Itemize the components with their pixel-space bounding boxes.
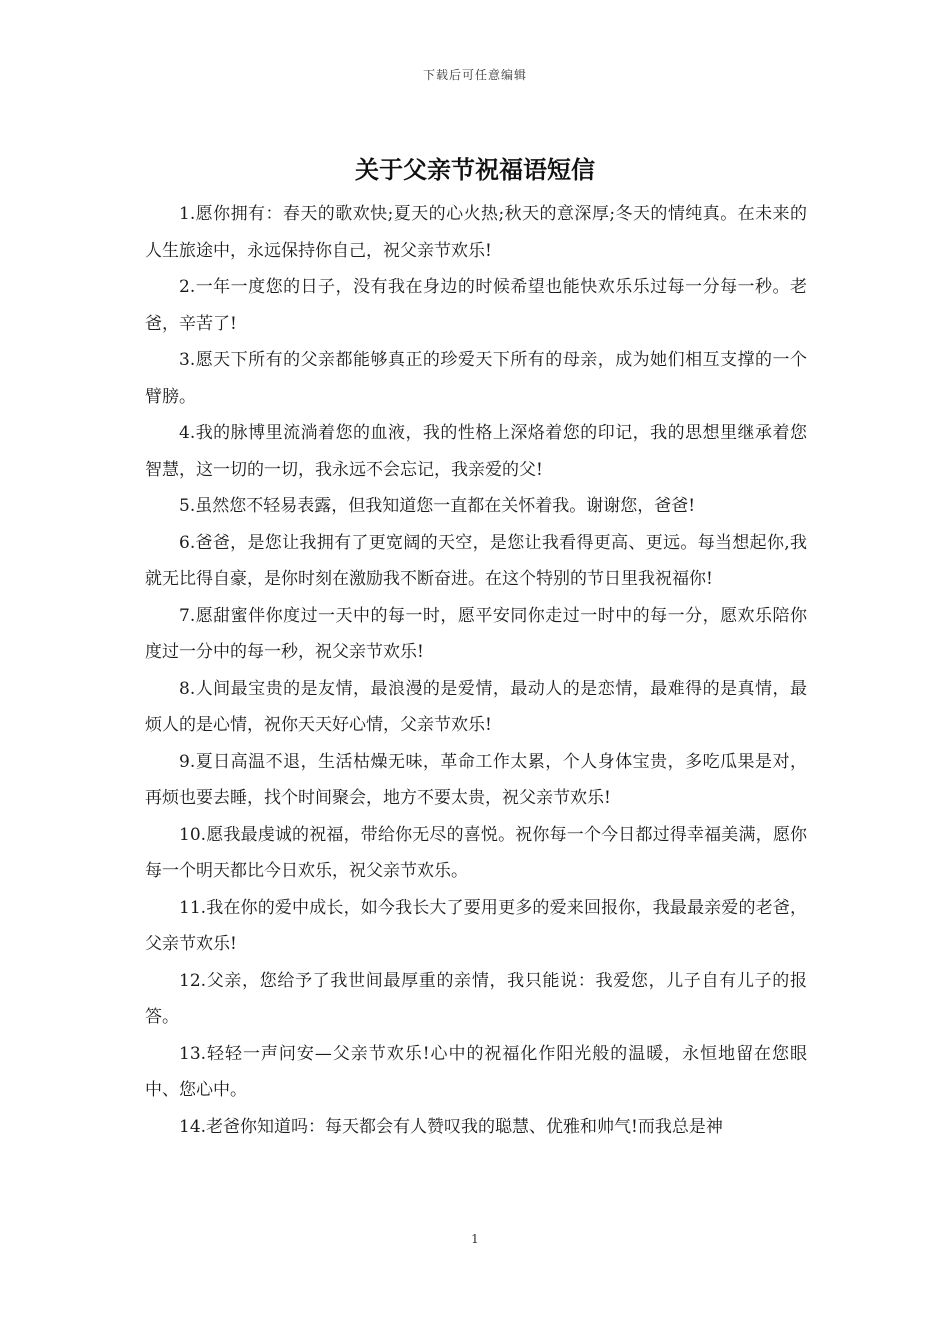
- paragraph-5: 5.虽然您不轻易表露，但我知道您一直都在关怀着我。谢谢您，爸爸!: [179, 496, 696, 516]
- paragraph-8: 8.人间最宝贵的是友情，最浪漫的是爱情，最动人的是恋情，最难得的是真情，最烦人的是心情，祝你天天好心情，父亲节欢乐!: [145, 678, 807, 735]
- paragraph-10: 10.愿我最虔诚的祝福，带给你无尽的喜悦。祝你每一个今日都过得幸福美满，愿你每一个明天都比今日欢乐，祝父亲节欢乐。: [145, 824, 807, 881]
- paragraph-11: 11.我在你的爱中成长，如今我长大了要用更多的爱来回报你，我最最亲爱的老爸，父亲节欢乐!: [145, 897, 807, 954]
- paragraph-6: 6.爸爸，是您让我拥有了更宽阔的天空，是您让我看得更高、更远。每当想起你,我就无比得自豪，是你时刻在激励我不断奋进。在这个特别的节日里我祝福你!: [145, 532, 807, 589]
- paragraph-9: 9.夏日高温不退，生活枯燥无味，革命工作太累，个人身体宝贵，多吃瓜果是对，再烦也要去睡，找个时间聚会，地方不要太贵，祝父亲节欢乐!: [145, 751, 807, 808]
- paragraph-12: 12.父亲，您给予了我世间最厚重的亲情，我只能说：我爱您，儿子自有儿子的报答。: [145, 970, 807, 1027]
- document-body: [145, 196, 807, 1145]
- paragraph-14: 14.老爸你知道吗：每天都会有人赞叹我的聪慧、优雅和帅气!而我总是神: [179, 1116, 723, 1137]
- page-number: 1: [471, 1232, 479, 1246]
- paragraph-4: 4.我的脉博里流淌着您的血液，我的性格上深烙着您的印记，我的思想里继承着您智慧，这一切的一切，我永远不会忘记，我亲爱的父!: [145, 423, 807, 480]
- paragraph-1: 1.愿你拥有：春天的歌欢快;夏天的心火热;秋天的意深厚;冬天的情纯真。在未来的人生旅途中，永远保持你自己，祝父亲节欢乐!: [145, 204, 807, 261]
- paragraph-13: 13.轻轻一声问安—父亲节欢乐!心中的祝福化作阳光般的温暖，永恒地留在您眼中、您心中。: [145, 1043, 807, 1100]
- paragraph-2: 2.一年一度您的日子，没有我在身边的时候希望也能快欢乐乐过每一分每一秒。老爸，辛苦了!: [145, 277, 807, 334]
- paragraph-3: 3.愿天下所有的父亲都能够真正的珍爱天下所有的母亲，成为她们相互支撑的一个臂膀。: [145, 350, 807, 407]
- page-header-note: 下载后可任意编辑: [422, 68, 527, 82]
- paragraph-7: 7.愿甜蜜伴你度过一天中的每一时，愿平安同你走过一时中的每一分，愿欢乐陪你度过一分中的每一秒，祝父亲节欢乐!: [145, 605, 807, 662]
- document-title: 关于父亲节祝福语短信: [355, 155, 595, 184]
